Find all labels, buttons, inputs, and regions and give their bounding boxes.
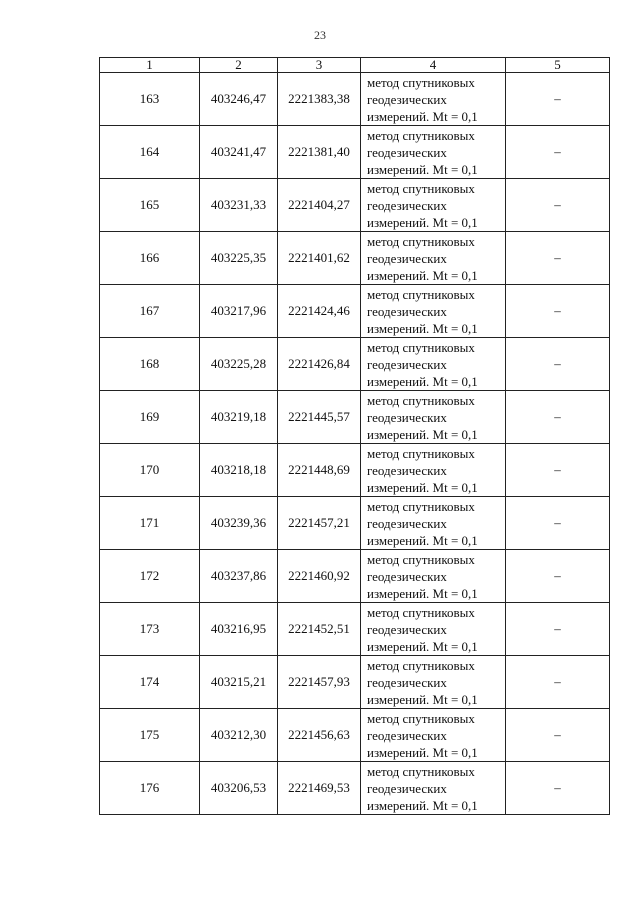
method-text-line: геодезических (367, 727, 447, 743)
method-cell (361, 285, 506, 338)
method-text-line: измерений. Mt = 0,1 (367, 320, 478, 336)
x-coordinate-cell: 403225,35 (200, 232, 278, 285)
method-text-line: геодезических (367, 197, 447, 213)
header-col-4: 4 (361, 58, 506, 73)
table-row (100, 603, 610, 656)
method-text-line: геодезических (367, 250, 447, 266)
method-text-line: метод спутниковых (367, 498, 475, 514)
note-cell: – (506, 285, 610, 338)
y-coordinate-cell: 2221381,40 (278, 126, 361, 179)
table-row (100, 232, 610, 285)
method-text-line: метод спутниковых (367, 233, 475, 249)
y-coordinate-cell: 2221445,57 (278, 391, 361, 444)
method-text-line: измерений. Mt = 0,1 (367, 744, 478, 760)
method-text-line: измерений. Mt = 0,1 (367, 691, 478, 707)
table-row (100, 285, 610, 338)
y-coordinate-cell: 2221448,69 (278, 444, 361, 497)
y-coordinate-cell: 2221469,53 (278, 762, 361, 815)
table-row (100, 179, 610, 232)
method-text-line: геодезических (367, 409, 447, 425)
method-text-line: метод спутниковых (367, 604, 475, 620)
method-cell (361, 126, 506, 179)
header-col-1: 1 (100, 58, 200, 73)
y-coordinate-cell: 2221426,84 (278, 338, 361, 391)
method-text-line: измерений. Mt = 0,1 (367, 797, 478, 813)
table-row (100, 73, 610, 126)
point-number-cell: 172 (100, 550, 200, 603)
point-number-cell: 167 (100, 285, 200, 338)
method-text-line: измерений. Mt = 0,1 (367, 214, 478, 230)
header-col-5: 5 (506, 58, 610, 73)
method-cell (361, 656, 506, 709)
x-coordinate-cell: 403212,30 (200, 709, 278, 762)
point-number-cell: 166 (100, 232, 200, 285)
method-text-line: геодезических (367, 462, 447, 478)
x-coordinate-cell: 403239,36 (200, 497, 278, 550)
method-text-line: метод спутниковых (367, 180, 475, 196)
method-text-line: измерений. Mt = 0,1 (367, 161, 478, 177)
method-text-line: геодезических (367, 621, 447, 637)
method-cell (361, 709, 506, 762)
method-text-line: метод спутниковых (367, 74, 475, 90)
note-cell: – (506, 73, 610, 126)
method-cell (361, 179, 506, 232)
x-coordinate-cell: 403219,18 (200, 391, 278, 444)
table-body (100, 73, 610, 815)
method-text-line: измерений. Mt = 0,1 (367, 532, 478, 548)
note-cell: – (506, 232, 610, 285)
y-coordinate-cell: 2221404,27 (278, 179, 361, 232)
page-number: 23 (314, 28, 326, 42)
x-coordinate-cell: 403215,21 (200, 656, 278, 709)
x-coordinate-cell: 403217,96 (200, 285, 278, 338)
y-coordinate-cell: 2221401,62 (278, 232, 361, 285)
method-cell (361, 232, 506, 285)
table-row (100, 126, 610, 179)
method-text-line: метод спутниковых (367, 710, 475, 726)
y-coordinate-cell: 2221457,21 (278, 497, 361, 550)
method-cell (361, 391, 506, 444)
point-number-cell: 175 (100, 709, 200, 762)
method-text-line: метод спутниковых (367, 445, 475, 461)
method-text-line: метод спутниковых (367, 763, 475, 779)
method-cell (361, 444, 506, 497)
method-text-line: измерений. Mt = 0,1 (367, 585, 478, 601)
note-cell: – (506, 550, 610, 603)
point-number-cell: 173 (100, 603, 200, 656)
note-cell: – (506, 656, 610, 709)
note-cell: – (506, 338, 610, 391)
y-coordinate-cell: 2221383,38 (278, 73, 361, 126)
point-number-cell: 168 (100, 338, 200, 391)
point-number-cell: 169 (100, 391, 200, 444)
table-row (100, 709, 610, 762)
method-text-line: измерений. Mt = 0,1 (367, 426, 478, 442)
table-row (100, 338, 610, 391)
method-text-line: метод спутниковых (367, 286, 475, 302)
method-text-line: измерений. Mt = 0,1 (367, 638, 478, 654)
y-coordinate-cell: 2221424,46 (278, 285, 361, 338)
method-cell (361, 338, 506, 391)
note-cell: – (506, 391, 610, 444)
method-text-line: геодезических (367, 674, 447, 690)
note-cell: – (506, 709, 610, 762)
coordinates-table (99, 57, 610, 815)
note-cell: – (506, 762, 610, 815)
method-text-line: геодезических (367, 91, 447, 107)
header-col-2: 2 (200, 58, 278, 73)
x-coordinate-cell: 403216,95 (200, 603, 278, 656)
method-text-line: метод спутниковых (367, 657, 475, 673)
method-text-line: метод спутниковых (367, 551, 475, 567)
table-row (100, 762, 610, 815)
y-coordinate-cell: 2221452,51 (278, 603, 361, 656)
point-number-cell: 164 (100, 126, 200, 179)
header-row (100, 58, 610, 73)
x-coordinate-cell: 403218,18 (200, 444, 278, 497)
table-row (100, 497, 610, 550)
x-coordinate-cell: 403246,47 (200, 73, 278, 126)
point-number-cell: 174 (100, 656, 200, 709)
point-number-cell: 176 (100, 762, 200, 815)
note-cell: – (506, 444, 610, 497)
header-col-3: 3 (278, 58, 361, 73)
method-cell (361, 603, 506, 656)
point-number-cell: 165 (100, 179, 200, 232)
note-cell: – (506, 603, 610, 656)
note-cell: – (506, 497, 610, 550)
x-coordinate-cell: 403241,47 (200, 126, 278, 179)
point-number-cell: 163 (100, 73, 200, 126)
x-coordinate-cell: 403237,86 (200, 550, 278, 603)
y-coordinate-cell: 2221460,92 (278, 550, 361, 603)
method-text-line: метод спутниковых (367, 127, 475, 143)
table-row (100, 550, 610, 603)
method-text-line: измерений. Mt = 0,1 (367, 479, 478, 495)
point-number-cell: 170 (100, 444, 200, 497)
table-row (100, 444, 610, 497)
method-text-line: геодезических (367, 568, 447, 584)
y-coordinate-cell: 2221456,63 (278, 709, 361, 762)
method-cell (361, 497, 506, 550)
table-row (100, 656, 610, 709)
method-text-line: измерений. Mt = 0,1 (367, 267, 478, 283)
y-coordinate-cell: 2221457,93 (278, 656, 361, 709)
method-text-line: метод спутниковых (367, 339, 475, 355)
method-text-line: геодезических (367, 515, 447, 531)
x-coordinate-cell: 403206,53 (200, 762, 278, 815)
note-cell: – (506, 179, 610, 232)
method-cell (361, 73, 506, 126)
method-cell (361, 762, 506, 815)
method-text-line: метод спутниковых (367, 392, 475, 408)
x-coordinate-cell: 403225,28 (200, 338, 278, 391)
note-cell: – (506, 126, 610, 179)
method-cell (361, 550, 506, 603)
method-text-line: измерений. Mt = 0,1 (367, 373, 478, 389)
method-text-line: геодезических (367, 144, 447, 160)
method-text-line: геодезических (367, 303, 447, 319)
method-text-line: геодезических (367, 356, 447, 372)
x-coordinate-cell: 403231,33 (200, 179, 278, 232)
table-row (100, 391, 610, 444)
method-text-line: измерений. Mt = 0,1 (367, 108, 478, 124)
method-text-line: геодезических (367, 780, 447, 796)
point-number-cell: 171 (100, 497, 200, 550)
